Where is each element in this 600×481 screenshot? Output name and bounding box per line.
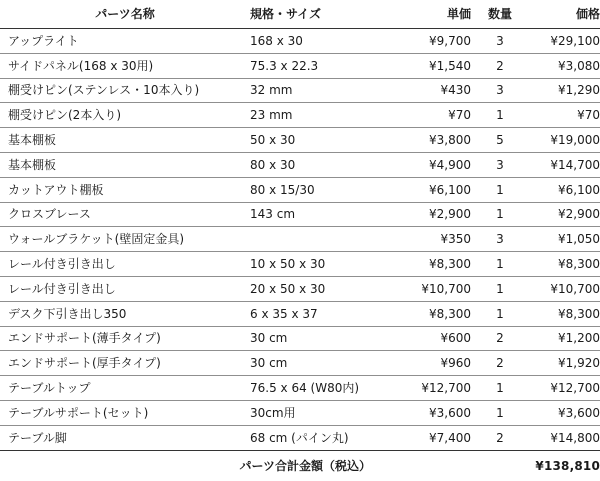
spec-size-cell: 30 cm [250, 351, 400, 376]
price-cell: ¥6,100 [529, 177, 600, 202]
price-cell: ¥3,600 [529, 400, 600, 425]
spec-size-cell: 30cm用 [250, 400, 400, 425]
header-quantity: 数量 [471, 0, 529, 29]
part-name-cell: アップライト [0, 29, 250, 54]
quantity-cell: 2 [471, 326, 529, 351]
quantity-cell: 2 [471, 425, 529, 450]
spec-size-cell: 30 cm [250, 326, 400, 351]
table-row [0, 78, 600, 103]
table-row [0, 376, 600, 401]
quantity-cell: 1 [471, 301, 529, 326]
spec-size-cell: 32 mm [250, 78, 400, 103]
spec-size-cell: 10 x 50 x 30 [250, 252, 400, 277]
price-cell: ¥1,200 [529, 326, 600, 351]
unit-price-cell: ¥9,700 [400, 29, 471, 54]
header-price: 価格 [529, 0, 600, 29]
part-name-cell: カットアウト棚板 [0, 177, 250, 202]
spec-size-cell: 80 x 30 [250, 152, 400, 177]
price-cell: ¥10,700 [529, 276, 600, 301]
unit-price-cell: ¥3,800 [400, 128, 471, 153]
part-name-cell: レール付き引き出し [0, 276, 250, 301]
table-row [0, 202, 600, 227]
part-name-cell: ウォールブラケット(壁固定金具) [0, 227, 250, 252]
price-cell: ¥70 [529, 103, 600, 128]
part-name-cell: デスク下引き出し350 [0, 301, 250, 326]
table-row [0, 301, 600, 326]
spec-size-cell: 80 x 15/30 [250, 177, 400, 202]
unit-price-cell: ¥350 [400, 227, 471, 252]
price-cell: ¥1,050 [529, 227, 600, 252]
unit-price-cell: ¥12,700 [400, 376, 471, 401]
quantity-cell: 3 [471, 152, 529, 177]
table-header [0, 0, 600, 29]
table-row [0, 252, 600, 277]
price-cell: ¥14,700 [529, 152, 600, 177]
part-name-cell: 棚受けピン(ステンレス・10本入り) [0, 78, 250, 103]
quantity-cell: 1 [471, 276, 529, 301]
table-row [0, 425, 600, 450]
table-row [0, 351, 600, 376]
quantity-cell: 1 [471, 202, 529, 227]
spec-size-cell: 168 x 30 [250, 29, 400, 54]
table-row [0, 103, 600, 128]
table-row [0, 276, 600, 301]
table-row [0, 128, 600, 153]
header-row [0, 0, 600, 29]
unit-price-cell: ¥4,900 [400, 152, 471, 177]
unit-price-cell: ¥600 [400, 326, 471, 351]
part-name-cell: 基本棚板 [0, 152, 250, 177]
part-name-cell: エンドサポート(薄手タイプ) [0, 326, 250, 351]
header-unit-price: 単価 [400, 0, 471, 29]
table-footer [0, 450, 600, 481]
price-cell: ¥1,290 [529, 78, 600, 103]
price-cell: ¥3,080 [529, 53, 600, 78]
header-part-name: パーツ名称 [0, 0, 250, 29]
spec-size-cell: 75.3 x 22.3 [250, 53, 400, 78]
price-cell: ¥2,900 [529, 202, 600, 227]
spec-size-cell: 68 cm (パイン丸) [250, 425, 400, 450]
part-name-cell: テーブルサポート(セット) [0, 400, 250, 425]
total-row [0, 450, 600, 481]
price-cell: ¥8,300 [529, 301, 600, 326]
unit-price-cell: ¥8,300 [400, 252, 471, 277]
unit-price-cell: ¥8,300 [400, 301, 471, 326]
spec-size-cell: 20 x 50 x 30 [250, 276, 400, 301]
table-row [0, 152, 600, 177]
unit-price-cell: ¥6,100 [400, 177, 471, 202]
price-cell: ¥8,300 [529, 252, 600, 277]
spec-size-cell: 6 x 35 x 37 [250, 301, 400, 326]
table-row [0, 29, 600, 54]
quantity-cell: 1 [471, 400, 529, 425]
unit-price-cell: ¥7,400 [400, 425, 471, 450]
spec-size-cell: 76.5 x 64 (W80内) [250, 376, 400, 401]
table-row [0, 53, 600, 78]
table-row [0, 326, 600, 351]
spec-size-cell: 50 x 30 [250, 128, 400, 153]
quantity-cell: 3 [471, 227, 529, 252]
unit-price-cell: ¥70 [400, 103, 471, 128]
price-cell: ¥29,100 [529, 29, 600, 54]
spec-size-cell: 23 mm [250, 103, 400, 128]
total-value: ¥138,810 [535, 458, 600, 473]
quantity-cell: 5 [471, 128, 529, 153]
unit-price-cell: ¥2,900 [400, 202, 471, 227]
part-name-cell: 基本棚板 [0, 128, 250, 153]
part-name-cell: クロスブレース [0, 202, 250, 227]
quantity-cell: 1 [471, 103, 529, 128]
spec-size-cell [250, 227, 400, 252]
part-name-cell: エンドサポート(厚手タイプ) [0, 351, 250, 376]
price-cell: ¥14,800 [529, 425, 600, 450]
quantity-cell: 1 [471, 252, 529, 277]
table-row [0, 227, 600, 252]
part-name-cell: テーブルトップ [0, 376, 250, 401]
table-body [0, 29, 600, 451]
total-label: パーツ合計金額（税込） [239, 458, 371, 473]
price-cell: ¥12,700 [529, 376, 600, 401]
header-spec-size: 規格・サイズ [250, 0, 400, 29]
quantity-cell: 2 [471, 53, 529, 78]
quantity-cell: 1 [471, 376, 529, 401]
part-name-cell: テーブル脚 [0, 425, 250, 450]
part-name-cell: 棚受けピン(2本入り) [0, 103, 250, 128]
price-cell: ¥19,000 [529, 128, 600, 153]
unit-price-cell: ¥10,700 [400, 276, 471, 301]
part-name-cell: レール付き引き出し [0, 252, 250, 277]
price-cell: ¥1,920 [529, 351, 600, 376]
unit-price-cell: ¥3,600 [400, 400, 471, 425]
table-row [0, 177, 600, 202]
quantity-cell: 2 [471, 351, 529, 376]
unit-price-cell: ¥960 [400, 351, 471, 376]
quantity-cell: 3 [471, 78, 529, 103]
quantity-cell: 1 [471, 177, 529, 202]
unit-price-cell: ¥1,540 [400, 53, 471, 78]
quantity-cell: 3 [471, 29, 529, 54]
part-name-cell: サイドパネル(168 x 30用) [0, 53, 250, 78]
unit-price-cell: ¥430 [400, 78, 471, 103]
table-row [0, 400, 600, 425]
spec-size-cell: 143 cm [250, 202, 400, 227]
